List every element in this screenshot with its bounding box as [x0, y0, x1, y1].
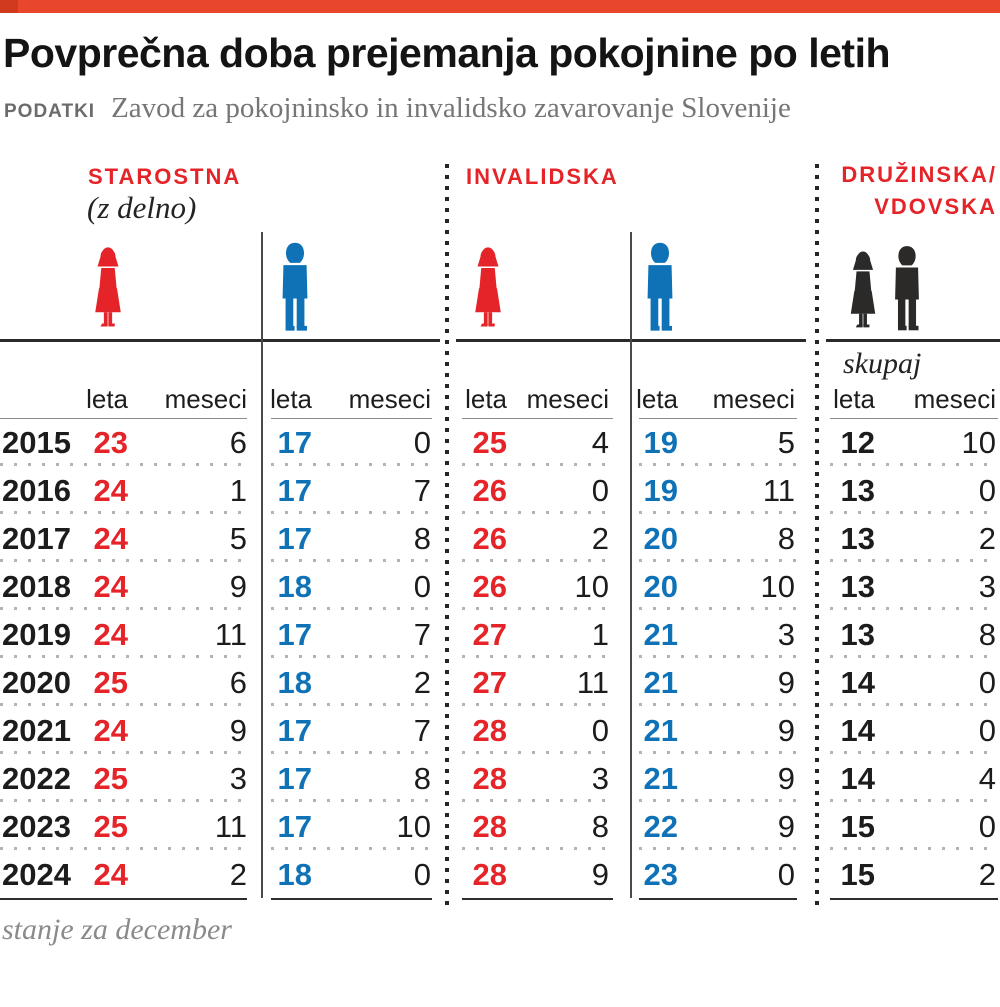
section-title-druzinska-line1: DRUŽINSKA/ — [841, 162, 997, 187]
leta-cell: 25 — [93, 665, 128, 700]
meseci-cell: 2 — [978, 521, 996, 556]
meseci-cell: 7 — [413, 713, 431, 748]
table-row — [0, 610, 1000, 658]
meseci-cell: 11 — [762, 473, 795, 508]
meseci-cell: 3 — [229, 761, 247, 796]
leta-cell: 27 — [472, 617, 507, 652]
meseci-cell: 9 — [229, 569, 247, 604]
meseci-cell: 9 — [777, 761, 795, 796]
meseci-cell: 10 — [396, 809, 431, 844]
table-row — [0, 562, 1000, 610]
year-cell: 2018 — [2, 569, 71, 604]
leta-cell: 15 — [840, 857, 875, 892]
leta-cell: 14 — [840, 761, 875, 796]
leta-cell: 28 — [472, 761, 507, 796]
year-cell: 2021 — [2, 713, 71, 748]
section-title-invalidska: INVALIDSKA — [466, 164, 619, 189]
leta-cell: 24 — [93, 857, 128, 892]
leta-cell: 23 — [93, 425, 128, 460]
rule-segment — [639, 898, 797, 900]
leta-cell: 21 — [643, 617, 678, 652]
meseci-cell: 2 — [591, 521, 609, 556]
meseci-cell: 0 — [413, 857, 431, 892]
leta-cell: 17 — [277, 425, 312, 460]
meseci-cell: 0 — [978, 713, 996, 748]
section-title-druzinska-line2: VDOVSKA — [874, 194, 997, 219]
section-title-starostna: STAROSTNA — [88, 164, 242, 189]
meseci-cell: 10 — [574, 569, 609, 604]
rule-segment — [830, 898, 998, 900]
leta-cell: 28 — [472, 713, 507, 748]
leta-cell: 24 — [93, 473, 128, 508]
meseci-cell: 8 — [978, 617, 996, 652]
year-cell: 2019 — [2, 617, 71, 652]
meseci-cell: 4 — [978, 761, 996, 796]
leta-cell: 20 — [643, 569, 678, 604]
leta-cell: 24 — [93, 569, 128, 604]
meseci-cell: 11 — [576, 665, 609, 700]
year-cell: 2015 — [2, 425, 71, 460]
leta-cell: 24 — [93, 617, 128, 652]
leta-cell: 13 — [840, 569, 875, 604]
column-header-leta: leta — [833, 384, 875, 414]
meseci-cell: 11 — [214, 617, 247, 652]
leta-cell: 20 — [643, 521, 678, 556]
meseci-cell: 5 — [229, 521, 247, 556]
ground-line — [826, 339, 1000, 342]
year-cell: 2024 — [2, 857, 71, 892]
meseci-cell: 8 — [777, 521, 795, 556]
year-cell: 2022 — [2, 761, 71, 796]
column-header-leta: leta — [636, 384, 678, 414]
leta-cell: 22 — [643, 809, 678, 844]
leta-cell: 25 — [93, 761, 128, 796]
year-cell: 2023 — [2, 809, 71, 844]
meseci-cell: 9 — [777, 809, 795, 844]
column-header-meseci: meseci — [164, 384, 247, 414]
leta-cell: 13 — [840, 617, 875, 652]
meseci-cell: 9 — [777, 713, 795, 748]
year-cell: 2017 — [2, 521, 71, 556]
leta-cell: 14 — [840, 665, 875, 700]
table-body — [0, 418, 1000, 898]
meseci-cell: 9 — [229, 713, 247, 748]
skupaj-label: skupaj — [843, 347, 922, 380]
rule-segment — [0, 898, 247, 900]
leta-cell: 13 — [840, 473, 875, 508]
page-title: Povprečna doba prejemanja pokojnine po letih — [3, 30, 891, 76]
leta-cell: 27 — [472, 665, 507, 700]
meseci-cell: 7 — [413, 617, 431, 652]
meseci-cell: 0 — [591, 473, 609, 508]
meseci-cell: 9 — [777, 665, 795, 700]
table-row — [0, 754, 1000, 802]
leta-cell: 26 — [472, 473, 507, 508]
column-header-meseci: meseci — [526, 384, 609, 414]
leta-cell: 19 — [643, 425, 678, 460]
leta-cell: 17 — [277, 761, 312, 796]
table-row — [0, 466, 1000, 514]
column-header-meseci: meseci — [348, 384, 431, 414]
woman-icon — [840, 239, 886, 341]
top-accent-bar — [0, 0, 1000, 13]
source-row — [4, 92, 791, 125]
leta-cell: 26 — [472, 521, 507, 556]
leta-cell: 23 — [643, 857, 678, 892]
leta-cell: 24 — [93, 521, 128, 556]
table-row — [0, 850, 1000, 898]
leta-cell: 15 — [840, 809, 875, 844]
meseci-cell: 3 — [978, 569, 996, 604]
meseci-cell: 9 — [591, 857, 609, 892]
leta-cell: 21 — [643, 665, 678, 700]
leta-cell: 17 — [277, 473, 312, 508]
footnote: stanje za december — [2, 913, 232, 946]
leta-cell: 28 — [472, 809, 507, 844]
leta-cell: 25 — [472, 425, 507, 460]
leta-cell: 18 — [277, 569, 312, 604]
leta-cell: 19 — [643, 473, 678, 508]
leta-cell: 14 — [840, 713, 875, 748]
leta-cell: 17 — [277, 713, 312, 748]
meseci-cell: 0 — [978, 809, 996, 844]
meseci-cell: 1 — [591, 617, 609, 652]
section-subtitle-starostna: (z delno) — [87, 190, 197, 225]
meseci-cell: 8 — [591, 809, 609, 844]
meseci-cell: 6 — [229, 665, 247, 700]
column-header-meseci: meseci — [712, 384, 795, 414]
source-text: Zavod za pokojninsko in invalidsko zavarovanje Slovenije — [111, 92, 791, 124]
meseci-cell: 10 — [961, 425, 996, 460]
rule-segment — [462, 898, 613, 900]
meseci-cell: 5 — [777, 425, 795, 460]
leta-cell: 18 — [277, 857, 312, 892]
meseci-cell: 2 — [229, 857, 247, 892]
column-header-leta: leta — [465, 384, 507, 414]
year-cell: 2020 — [2, 665, 71, 700]
source-label: PODATKI — [4, 101, 96, 122]
top-accent-bar-cap — [0, 0, 18, 13]
meseci-cell: 3 — [777, 617, 795, 652]
meseci-cell: 0 — [978, 473, 996, 508]
ground-line — [0, 339, 440, 342]
leta-cell: 17 — [277, 521, 312, 556]
woman-icon — [464, 234, 512, 341]
meseci-cell: 11 — [214, 809, 247, 844]
meseci-cell: 0 — [978, 665, 996, 700]
table-row — [0, 802, 1000, 850]
man-icon — [636, 232, 684, 341]
leta-cell: 26 — [472, 569, 507, 604]
leta-cell: 24 — [93, 713, 128, 748]
meseci-cell: 0 — [591, 713, 609, 748]
woman-icon — [84, 234, 132, 341]
leta-cell: 25 — [93, 809, 128, 844]
meseci-cell: 6 — [229, 425, 247, 460]
meseci-cell: 0 — [413, 569, 431, 604]
meseci-cell: 0 — [413, 425, 431, 460]
table-row — [0, 418, 1000, 466]
meseci-cell: 10 — [760, 569, 795, 604]
leta-cell: 17 — [277, 617, 312, 652]
table-row — [0, 706, 1000, 754]
table-row — [0, 514, 1000, 562]
meseci-cell: 4 — [591, 425, 609, 460]
column-header-meseci: meseci — [913, 384, 996, 414]
year-cell: 2016 — [2, 473, 71, 508]
meseci-cell: 8 — [413, 761, 431, 796]
leta-cell: 21 — [643, 761, 678, 796]
man-icon — [271, 232, 319, 341]
leta-cell: 21 — [643, 713, 678, 748]
meseci-cell: 0 — [777, 857, 795, 892]
leta-cell: 17 — [277, 809, 312, 844]
column-header-leta: leta — [86, 384, 128, 414]
meseci-cell: 1 — [229, 473, 247, 508]
leta-cell: 28 — [472, 857, 507, 892]
meseci-cell: 8 — [413, 521, 431, 556]
table-row — [0, 658, 1000, 706]
meseci-cell: 7 — [413, 473, 431, 508]
column-header-leta: leta — [270, 384, 312, 414]
leta-cell: 12 — [840, 425, 875, 460]
rule-segment — [271, 898, 432, 900]
meseci-cell: 2 — [978, 857, 996, 892]
meseci-cell: 2 — [413, 665, 431, 700]
leta-cell: 18 — [277, 665, 312, 700]
man-icon — [884, 235, 930, 341]
leta-cell: 13 — [840, 521, 875, 556]
meseci-cell: 3 — [591, 761, 609, 796]
